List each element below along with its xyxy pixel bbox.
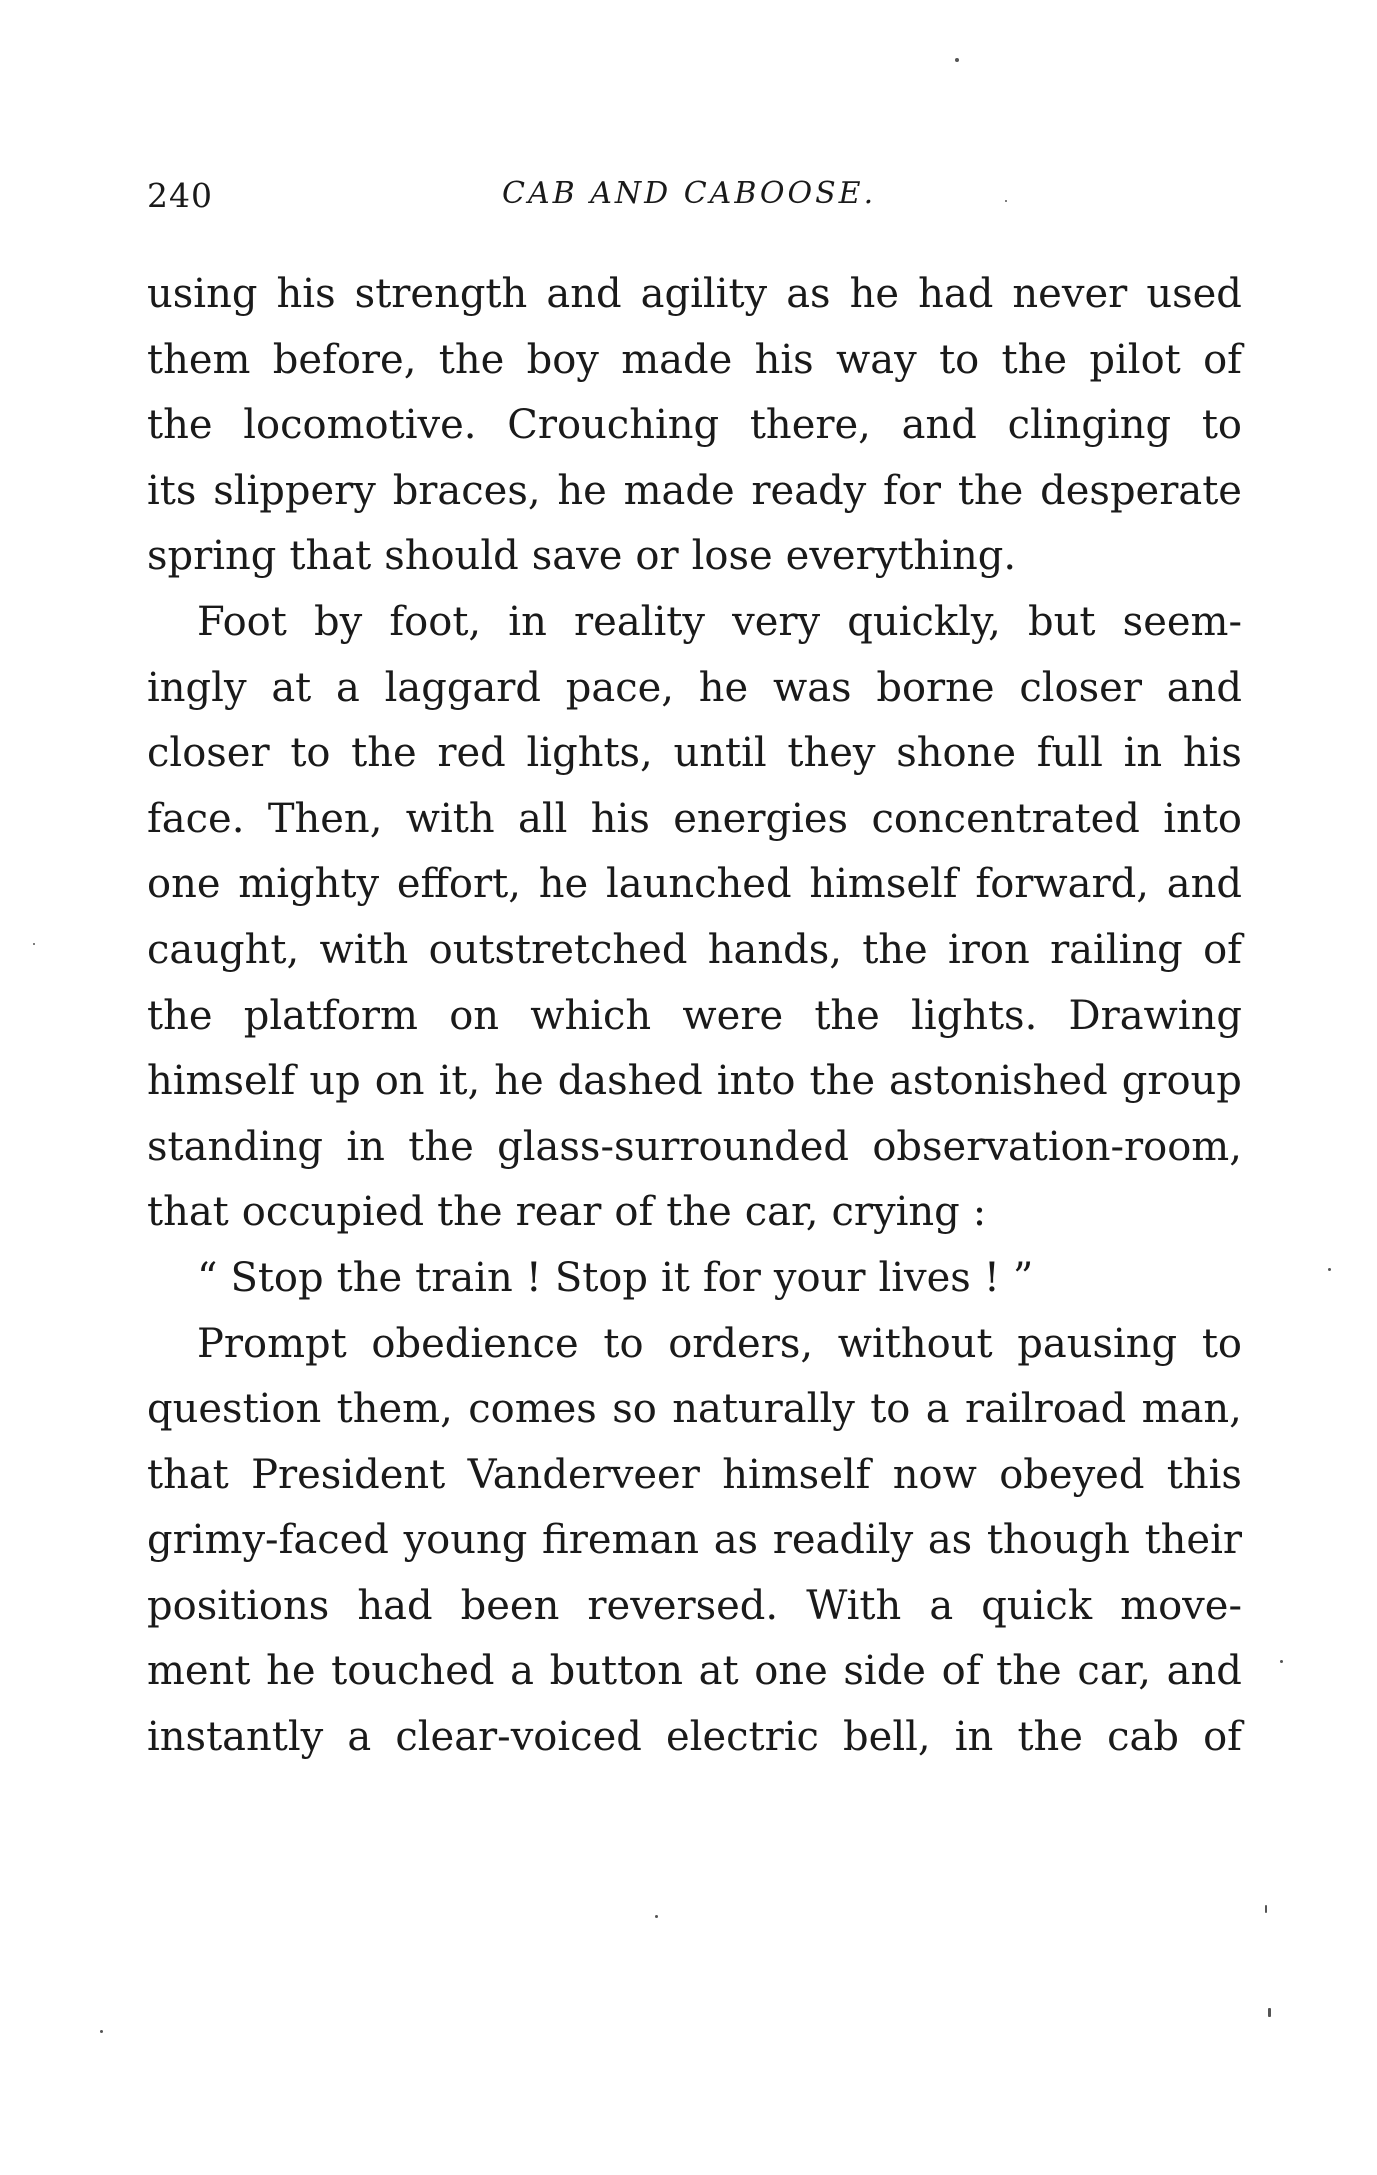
text-line xyxy=(147,1705,1242,1771)
word: touched xyxy=(331,1648,495,1695)
print-speck xyxy=(33,943,35,945)
word: now xyxy=(892,1451,977,1498)
text-line xyxy=(147,852,1242,918)
print-speck xyxy=(1265,1905,1267,1913)
word: them, xyxy=(336,1386,453,1433)
word: save xyxy=(531,533,623,580)
word: the xyxy=(438,336,505,383)
word: very xyxy=(732,598,821,645)
word: comes xyxy=(468,1386,597,1433)
word: at xyxy=(271,664,312,711)
word: electric xyxy=(665,1714,819,1761)
word: slippery xyxy=(213,467,376,514)
word: occupied xyxy=(241,1189,425,1236)
word: ” xyxy=(1012,1254,1034,1301)
word: as xyxy=(713,1517,759,1564)
word: his xyxy=(276,271,336,317)
word: by xyxy=(313,598,363,645)
word: their xyxy=(1144,1517,1242,1564)
word: the xyxy=(336,1254,403,1301)
word: the xyxy=(147,402,213,449)
word: grimy-faced xyxy=(147,1517,389,1564)
word: the xyxy=(862,926,928,973)
word: Crouching xyxy=(507,402,720,449)
word: himself xyxy=(809,861,958,908)
word: that xyxy=(147,1451,229,1498)
text-line xyxy=(147,393,1242,459)
word: group xyxy=(1121,1058,1242,1105)
word: full xyxy=(1036,730,1103,777)
text-line xyxy=(147,1312,1242,1378)
text-line xyxy=(147,787,1242,853)
word: dashed xyxy=(557,1058,703,1105)
word: never xyxy=(1012,271,1128,317)
word: a xyxy=(347,1714,372,1761)
word: all xyxy=(518,795,568,842)
print-speck xyxy=(655,1915,658,1918)
word: ready xyxy=(751,467,867,514)
word: desperate xyxy=(1040,467,1242,514)
word: man, xyxy=(1141,1386,1242,1433)
word: face. xyxy=(147,795,245,842)
word: locomotive. xyxy=(243,402,477,449)
word: reversed. xyxy=(587,1582,779,1629)
text-line xyxy=(147,1246,1242,1312)
word: them xyxy=(147,336,251,383)
word: without xyxy=(837,1320,993,1367)
text-line xyxy=(147,1574,1242,1640)
word: standing xyxy=(147,1123,323,1170)
word: he xyxy=(538,861,589,908)
word: With xyxy=(806,1582,902,1629)
word: into xyxy=(1163,795,1242,842)
word: until xyxy=(673,730,767,777)
word: as xyxy=(927,1517,973,1564)
word: he xyxy=(494,1058,544,1105)
word: which xyxy=(530,992,652,1039)
word: though xyxy=(986,1517,1130,1564)
word: bell, xyxy=(843,1714,931,1761)
word: forward, xyxy=(975,861,1149,908)
word: the xyxy=(1001,336,1068,383)
word: pausing xyxy=(1017,1320,1178,1367)
text-line xyxy=(147,1639,1242,1705)
word: were xyxy=(682,992,784,1039)
word: as xyxy=(786,271,831,317)
word: railroad xyxy=(965,1386,1127,1433)
word: lives xyxy=(878,1254,971,1301)
word: a xyxy=(510,1648,535,1695)
word: agility xyxy=(640,271,768,317)
word: mighty xyxy=(238,861,380,908)
word: himself xyxy=(147,1058,296,1105)
word: quickly, xyxy=(847,598,1001,645)
word: rear xyxy=(515,1189,602,1236)
word: observation-room, xyxy=(872,1123,1242,1170)
word: astonished xyxy=(889,1058,1108,1105)
word: the xyxy=(809,1058,876,1105)
word: ment xyxy=(147,1648,251,1695)
word: he xyxy=(698,664,749,711)
print-speck xyxy=(100,2030,103,2033)
word: braces, xyxy=(392,467,541,514)
word: to xyxy=(1201,1320,1242,1367)
word: of xyxy=(1203,926,1242,973)
print-speck xyxy=(1005,200,1007,202)
word: instantly xyxy=(147,1714,324,1761)
word: he xyxy=(849,271,900,317)
word: used xyxy=(1146,271,1242,317)
word: hands, xyxy=(707,926,842,973)
running-head xyxy=(147,176,1247,226)
word: there, xyxy=(749,402,871,449)
word: to xyxy=(870,1386,911,1433)
word: ! xyxy=(525,1254,542,1301)
word: that xyxy=(147,1189,229,1236)
word: before, xyxy=(272,336,417,383)
word: car, xyxy=(1077,1648,1152,1695)
word: of xyxy=(1203,1714,1242,1761)
word: at xyxy=(698,1648,739,1695)
word: the xyxy=(147,992,213,1039)
word: lights, xyxy=(526,730,653,777)
word: strength xyxy=(354,271,528,317)
word: the xyxy=(996,1648,1062,1695)
word: concentrated xyxy=(871,795,1140,842)
word: his xyxy=(754,336,814,383)
word: to xyxy=(939,336,980,383)
word: or xyxy=(635,533,679,580)
word: laggard xyxy=(384,664,542,711)
word: foot, xyxy=(389,598,482,645)
word: of xyxy=(614,1189,654,1236)
word: question xyxy=(147,1386,322,1433)
word: clinging xyxy=(1007,402,1172,449)
word: to xyxy=(1201,402,1242,449)
word: so xyxy=(612,1386,657,1433)
word: in xyxy=(1123,730,1163,777)
word: caught, xyxy=(147,926,300,973)
word: for xyxy=(702,1254,761,1301)
word: iron xyxy=(948,926,1030,973)
text-line xyxy=(147,1508,1242,1574)
text-line xyxy=(147,524,1242,590)
word: he xyxy=(266,1648,316,1695)
word: it, xyxy=(438,1058,481,1105)
word: the xyxy=(814,992,880,1039)
word: to xyxy=(290,730,331,777)
word: outstretched xyxy=(428,926,688,973)
word: “ xyxy=(197,1254,218,1301)
print-speck xyxy=(1268,2008,1271,2017)
word: his xyxy=(1182,730,1242,777)
word: closer xyxy=(1019,664,1142,711)
word: it xyxy=(661,1254,690,1301)
text-line xyxy=(147,1377,1242,1443)
word: pace, xyxy=(565,664,675,711)
word: for xyxy=(883,467,942,514)
word: railing xyxy=(1050,926,1183,973)
word: boy xyxy=(526,336,599,383)
word: of xyxy=(941,1648,981,1695)
word: the xyxy=(957,467,1024,514)
word: orders, xyxy=(668,1320,814,1367)
word: but xyxy=(1028,598,1096,645)
word: they xyxy=(787,730,876,777)
word: to xyxy=(603,1320,644,1367)
word: the xyxy=(1017,1714,1083,1761)
word: positions xyxy=(147,1582,330,1629)
word: pilot xyxy=(1089,336,1181,383)
word: using xyxy=(147,271,258,317)
print-speck xyxy=(1280,1660,1283,1663)
word: into xyxy=(716,1058,796,1105)
word: platform xyxy=(243,992,418,1039)
word: with xyxy=(319,926,409,973)
word: fireman xyxy=(542,1517,700,1564)
word: train xyxy=(415,1254,513,1301)
word: was xyxy=(772,664,852,711)
word: shone xyxy=(896,730,1016,777)
word: red xyxy=(437,730,506,777)
word: the xyxy=(408,1123,474,1170)
text-line xyxy=(147,1443,1242,1509)
word: launched xyxy=(605,861,792,908)
word: car, xyxy=(744,1189,819,1236)
word: on xyxy=(374,1058,425,1105)
word: made xyxy=(623,467,735,514)
word: in xyxy=(346,1123,385,1170)
word: and xyxy=(1166,664,1242,711)
text-line xyxy=(147,1115,1242,1181)
text-line xyxy=(147,656,1242,722)
word: Stop xyxy=(554,1254,648,1301)
word: obedience xyxy=(371,1320,579,1367)
word: quick xyxy=(981,1582,1093,1629)
word: the xyxy=(437,1189,503,1236)
word: lights. xyxy=(911,992,1038,1039)
word: reality xyxy=(574,598,705,645)
word: that xyxy=(289,533,372,580)
text-line xyxy=(147,1049,1242,1115)
word: one xyxy=(754,1648,828,1695)
word: his xyxy=(590,795,650,842)
word: himself xyxy=(722,1451,871,1498)
word: glass-surrounded xyxy=(497,1123,849,1170)
word: ingly xyxy=(147,664,247,711)
word: in xyxy=(508,598,547,645)
text-line xyxy=(147,984,1242,1050)
word: he xyxy=(557,467,607,514)
word: its xyxy=(147,467,197,514)
text-line xyxy=(147,590,1242,656)
print-speck xyxy=(955,58,959,62)
word: should xyxy=(384,533,519,580)
word: cab xyxy=(1107,1714,1179,1761)
text-line xyxy=(147,1180,1242,1246)
word: in xyxy=(954,1714,994,1761)
text-line xyxy=(147,328,1242,394)
word: move- xyxy=(1120,1582,1242,1629)
word: energies xyxy=(673,795,849,842)
running-title: CAB AND CABOOSE. xyxy=(502,176,877,211)
word: obeyed xyxy=(999,1451,1145,1498)
word: a xyxy=(925,1386,950,1433)
word: on xyxy=(449,992,500,1039)
word: your xyxy=(773,1254,866,1301)
word: a xyxy=(929,1582,954,1629)
print-speck xyxy=(1328,1268,1331,1271)
text-line xyxy=(147,721,1242,787)
body-text xyxy=(147,262,1242,1771)
word: been xyxy=(460,1582,560,1629)
word: young xyxy=(403,1517,528,1564)
text-line xyxy=(147,918,1242,984)
text-line xyxy=(147,459,1242,525)
word: Stop xyxy=(230,1254,324,1301)
word: Then, xyxy=(267,795,383,842)
word: this xyxy=(1166,1451,1242,1498)
word: lose xyxy=(691,533,773,580)
word: : xyxy=(972,1189,987,1236)
word: borne xyxy=(876,664,995,711)
word: and xyxy=(546,271,622,317)
word: the xyxy=(351,730,417,777)
word: Vanderveer xyxy=(467,1451,700,1498)
word: Prompt xyxy=(197,1320,347,1367)
word: button xyxy=(549,1648,684,1695)
word: of xyxy=(1203,336,1242,383)
word: and xyxy=(1166,861,1242,908)
word: with xyxy=(405,795,495,842)
word: readily xyxy=(772,1517,914,1564)
word: made xyxy=(621,336,733,383)
word: and xyxy=(1166,1648,1242,1695)
word: Drawing xyxy=(1068,992,1242,1039)
word: and xyxy=(901,402,977,449)
word: side xyxy=(843,1648,926,1695)
word: spring xyxy=(147,533,277,580)
text-line xyxy=(147,262,1242,328)
word: the xyxy=(666,1189,732,1236)
word: had xyxy=(918,271,994,317)
word: up xyxy=(309,1058,361,1105)
word: ! xyxy=(983,1254,1000,1301)
word: closer xyxy=(147,730,270,777)
word: Foot xyxy=(197,598,287,645)
word: way xyxy=(836,336,917,383)
word: one xyxy=(147,861,221,908)
word: naturally xyxy=(672,1386,855,1433)
word: crying xyxy=(831,1189,960,1236)
word: had xyxy=(357,1582,433,1629)
page-number: 240 xyxy=(147,176,213,215)
word: everything. xyxy=(785,533,1017,580)
word: effort, xyxy=(396,861,521,908)
word: a xyxy=(335,664,360,711)
word: seem- xyxy=(1122,598,1242,645)
word: President xyxy=(251,1451,446,1498)
word: clear-voiced xyxy=(395,1714,642,1761)
